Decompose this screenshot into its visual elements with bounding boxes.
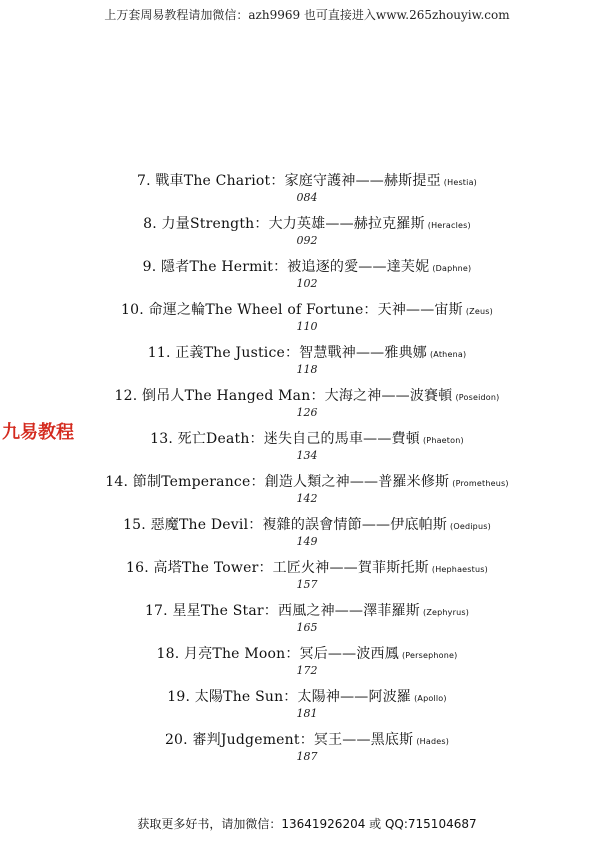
entry-title: 12. 倒吊人The Hanged Man：大海之神——波賽頓 xyxy=(114,388,453,404)
entry-subtitle: (Apollo) xyxy=(414,694,447,703)
entry-title: 17. 星星The Star：西風之神——澤菲羅斯 xyxy=(144,603,420,619)
toc-entry[interactable] xyxy=(0,729,614,763)
entry-page-number: 102 xyxy=(296,277,318,290)
page-header: 上万套周易教程请加微信：azh9969 也可直接进入www.265zhouyiw.com xyxy=(104,8,510,22)
entry-page-number: 142 xyxy=(296,492,318,505)
entry-page-number: 134 xyxy=(296,449,318,462)
entry-subtitle: (Athena) xyxy=(429,350,467,359)
entry-title: 20. 審判Judgement：冥王——黑底斯 xyxy=(164,732,414,748)
entry-title: 14. 節制Temperance：創造人類之神——普羅米修斯 xyxy=(105,474,450,490)
toc-entry[interactable] xyxy=(0,256,614,290)
entry-page-number: 092 xyxy=(296,234,318,247)
toc-entry[interactable] xyxy=(0,600,614,634)
entry-page-number: 165 xyxy=(296,621,318,634)
entry-title: 13. 死亡Death：迷失自己的馬車——費頓 xyxy=(150,431,420,447)
toc-entry[interactable] xyxy=(0,643,614,677)
entry-subtitle: (Phaeton) xyxy=(422,436,464,445)
entry-subtitle: (Hephaestus) xyxy=(431,565,488,574)
entry-page-number: 118 xyxy=(296,363,318,376)
toc-entry[interactable] xyxy=(0,686,614,720)
toc-entry[interactable] xyxy=(0,170,614,204)
entry-page-number: 126 xyxy=(296,406,318,419)
entry-title: 7. 戰車The Chariot：家庭守護神——赫斯提亞 xyxy=(136,173,441,189)
entry-subtitle: (Prometheus) xyxy=(452,479,509,488)
entry-page-number: 181 xyxy=(296,707,318,720)
watermark-label: 九易教程 xyxy=(2,422,74,443)
entry-subtitle: (Hestia) xyxy=(443,178,477,187)
entry-title: 16. 高塔The Tower：工匠火神——賀菲斯托斯 xyxy=(126,560,429,576)
entry-page-number: 187 xyxy=(296,750,318,763)
toc-entry[interactable] xyxy=(0,299,614,333)
toc-entry[interactable] xyxy=(0,557,614,591)
entry-subtitle: (Persephone) xyxy=(401,651,458,660)
entry-subtitle: (Poseidon) xyxy=(455,393,500,402)
toc-entry[interactable] xyxy=(0,342,614,376)
entry-subtitle: (Zephyrus) xyxy=(423,608,470,617)
toc-entry[interactable] xyxy=(0,514,614,548)
entry-subtitle: (Oedipus) xyxy=(450,522,491,531)
entry-title: 10. 命運之輪The Wheel of Fortune：天神——宙斯 xyxy=(121,302,463,318)
toc-entry[interactable] xyxy=(0,213,614,247)
entry-subtitle: (Heracles) xyxy=(427,221,471,230)
page-footer: 获取更多好书，请加微信：13641926204 或 QQ:715104687 xyxy=(137,817,477,831)
entry-title: 8. 力量Strength：大力英雄——赫拉克羅斯 xyxy=(143,216,425,232)
entry-title: 9. 隱者The Hermit：被追逐的愛——達芙妮 xyxy=(142,259,430,275)
entry-title: 18. 月亮The Moon：冥后——波西鳳 xyxy=(156,646,399,662)
toc-entry[interactable] xyxy=(0,471,614,505)
toc-entry[interactable] xyxy=(0,428,614,462)
entry-page-number: 172 xyxy=(296,664,318,677)
entry-page-number: 157 xyxy=(296,578,318,591)
entry-page-number: 110 xyxy=(296,320,318,333)
entry-subtitle: (Zeus) xyxy=(465,307,493,316)
toc-entry[interactable] xyxy=(0,385,614,419)
entry-subtitle: (Daphne) xyxy=(432,264,472,273)
entry-title: 19. 太陽The Sun：太陽神——阿波羅 xyxy=(167,689,412,705)
entry-page-number: 084 xyxy=(296,191,318,204)
entry-page-number: 149 xyxy=(296,535,318,548)
entry-title: 11. 正義The Justice：智慧戰神——雅典娜 xyxy=(147,345,427,361)
entry-subtitle: (Hades) xyxy=(416,737,450,746)
entry-title: 15. 惡魔The Devil：複雜的誤會情節——伊底帕斯 xyxy=(123,517,448,533)
